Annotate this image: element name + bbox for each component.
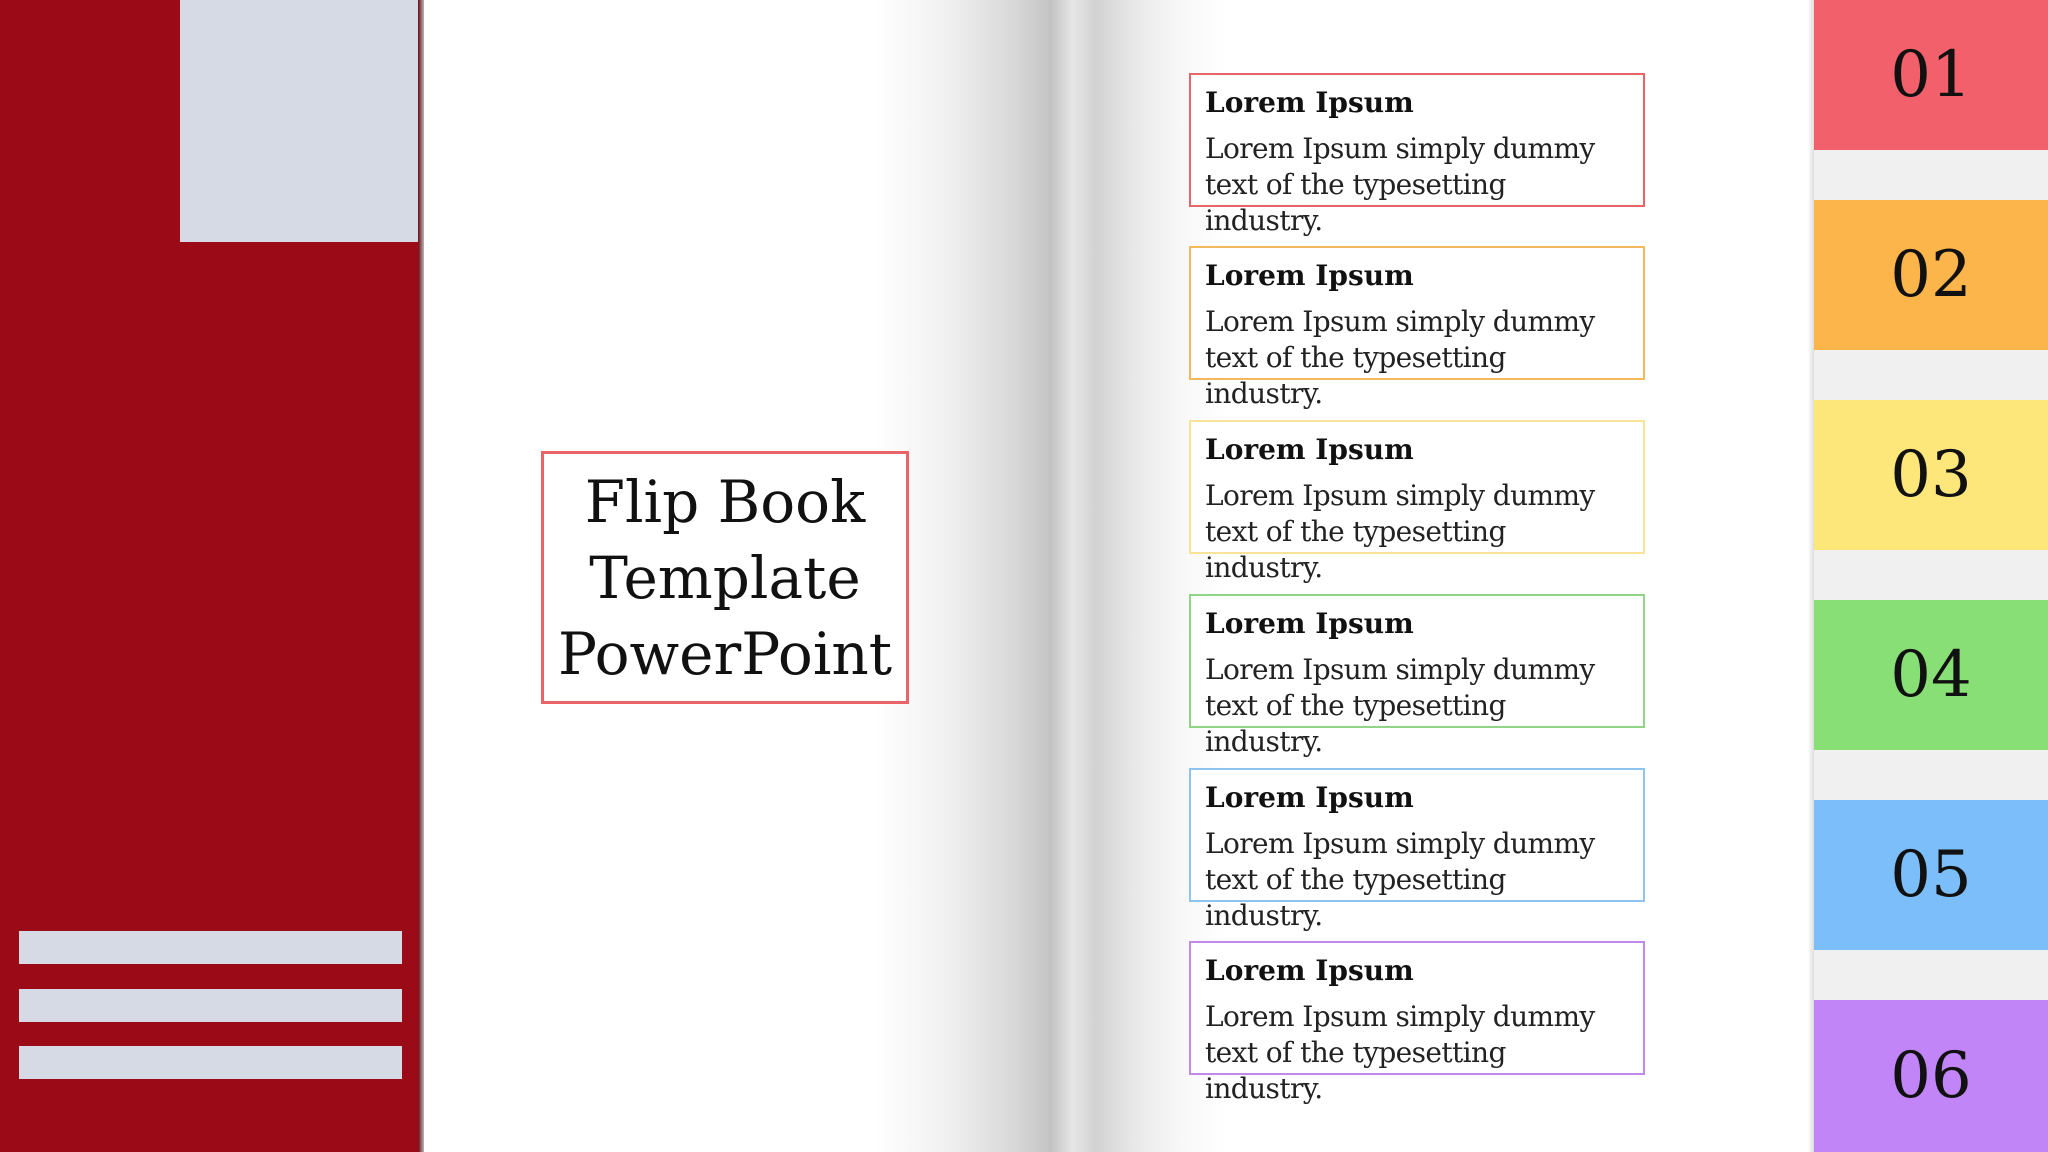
card-title: Lorem Ipsum [1205,954,1414,987]
tab-03[interactable]: 03 [1814,400,2048,550]
cover-accent-line [19,989,402,1022]
cover-accent-block [180,0,421,242]
page-title: Flip Book Template PowerPoint [557,467,893,688]
info-card [1189,768,1645,932]
tab-04[interactable]: 04 [1814,600,2048,750]
card-title: Lorem Ipsum [1205,781,1414,814]
info-card [1189,246,1645,410]
info-card [1189,941,1645,1105]
card-text: Lorem Ipsum simply dummy text of the typesetting industry. [1205,305,1595,410]
tab-05[interactable]: 05 [1814,800,2048,950]
tab-01[interactable]: 01 [1814,0,2048,150]
tab-06[interactable]: 06 [1814,1000,2048,1152]
card-text: Lorem Ipsum simply dummy text of the typesetting industry. [1205,479,1595,584]
cover-accent-line [19,931,402,964]
card-title: Lorem Ipsum [1205,433,1414,466]
card-title: Lorem Ipsum [1205,259,1414,292]
card-text: Lorem Ipsum simply dummy text of the typesetting industry. [1205,132,1595,237]
info-card [1189,594,1645,758]
title-box [541,451,909,704]
card-text: Lorem Ipsum simply dummy text of the typesetting industry. [1205,1000,1595,1105]
card-text: Lorem Ipsum simply dummy text of the typesetting industry. [1205,827,1595,932]
cover-accent-line [19,1046,402,1079]
tab-strip [1814,0,2048,1152]
card-text: Lorem Ipsum simply dummy text of the typesetting industry. [1205,653,1595,758]
info-card [1189,420,1645,584]
info-card [1189,73,1645,237]
tab-02[interactable]: 02 [1814,200,2048,350]
card-title: Lorem Ipsum [1205,86,1414,119]
card-title: Lorem Ipsum [1205,607,1414,640]
